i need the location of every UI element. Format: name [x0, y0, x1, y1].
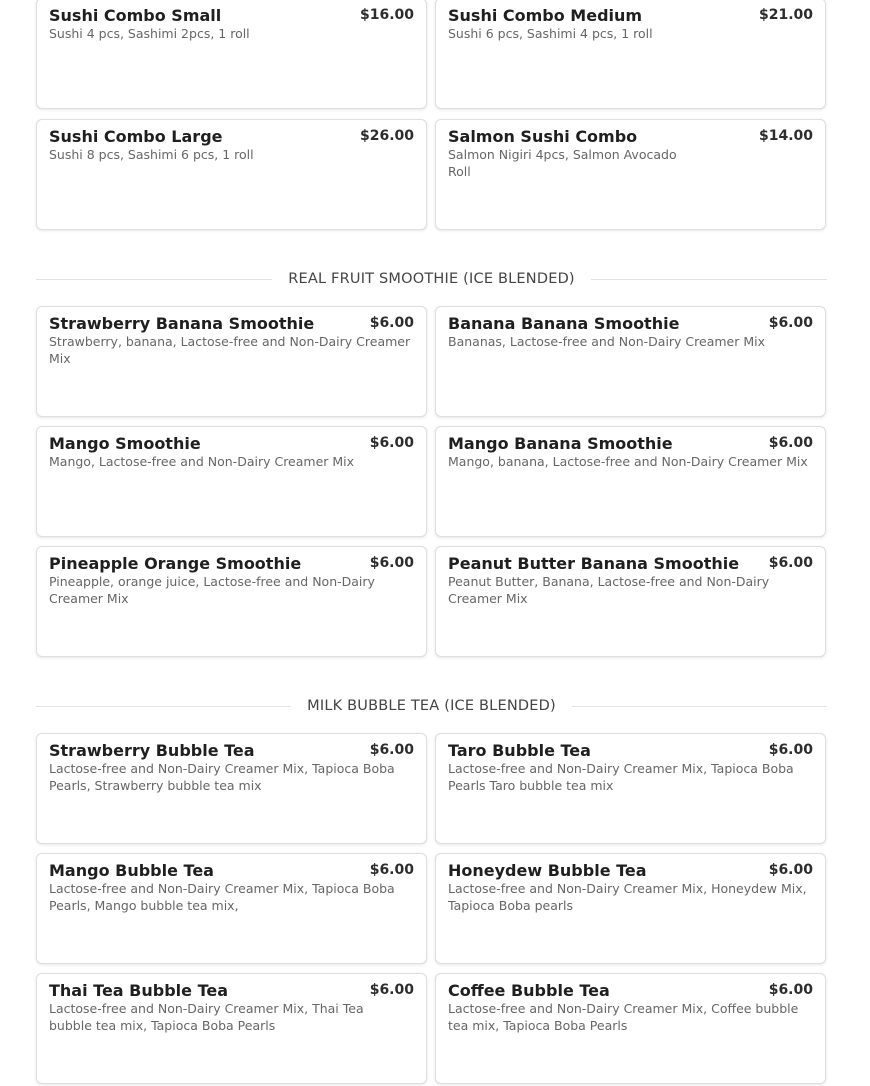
- menu-item-card[interactable]: [435, 733, 826, 844]
- menu-item-price: $6.00: [369, 982, 414, 998]
- divider: [572, 706, 827, 707]
- menu-item-name: Banana Banana Smoothie: [448, 314, 680, 333]
- divider: [591, 279, 827, 280]
- menu-item-price: $6.00: [369, 435, 414, 451]
- menu-item-name: Strawberry Banana Smoothie: [49, 314, 315, 333]
- menu-item-name: Mango Smoothie: [49, 434, 201, 453]
- menu-item-price: $6.00: [768, 862, 813, 878]
- menu-item-price: $6.00: [369, 742, 414, 758]
- menu-item-description: Bananas, Lactose-free and Non-Dairy Creamer Mix: [448, 334, 766, 349]
- menu-item-card[interactable]: [36, 853, 427, 964]
- menu-item-description: Lactose-free and Non-Dairy Creamer Mix, Tapioca Boba Pearls Taro bubble tea mix: [448, 761, 794, 793]
- menu-item-card[interactable]: [36, 0, 427, 109]
- menu-item-description: Lactose-free and Non-Dairy Creamer Mix, Honeydew Mix, Tapioca Boba pearls: [448, 881, 807, 913]
- section-title: MILK BUBBLE TEA (ICE BLENDED): [307, 698, 556, 714]
- menu-item-name: Sushi Combo Large: [49, 127, 223, 146]
- menu-item-description: Lactose-free and Non-Dairy Creamer Mix, Tapioca Boba Pearls, Mango bubble tea mix,: [49, 881, 395, 913]
- menu-item-card[interactable]: [435, 0, 826, 109]
- menu-item-description: Sushi 4 pcs, Sashimi 2pcs, 1 roll: [49, 26, 250, 41]
- divider: [36, 706, 291, 707]
- menu-item-description: Lactose-free and Non-Dairy Creamer Mix, Thai Tea bubble tea mix, Tapioca Boba Pearls: [49, 1001, 364, 1033]
- menu-item-price: $6.00: [369, 862, 414, 878]
- menu-item-card[interactable]: [36, 119, 427, 230]
- divider: [36, 279, 272, 280]
- menu-item-price: $6.00: [369, 555, 414, 571]
- menu-item-name: Salmon Sushi Combo: [448, 127, 638, 146]
- menu-item-name: Coffee Bubble Tea: [448, 981, 610, 1000]
- menu-item-name: Taro Bubble Tea: [448, 741, 591, 760]
- menu-item-description: Mango, Lactose-free and Non-Dairy Creamer Mix: [49, 454, 355, 469]
- section-title: REAL FRUIT SMOOTHIE (ICE BLENDED): [288, 271, 575, 287]
- menu-item-description: Salmon Nigiri 4pcs, Salmon Avocado Roll: [448, 147, 677, 179]
- menu-item-description: Lactose-free and Non-Dairy Creamer Mix, Coffee bubble tea mix, Tapioca Boba Pearls: [448, 1001, 799, 1033]
- menu-item-price: $6.00: [768, 435, 813, 451]
- menu-item-description: Pineapple, orange juice, Lactose-free and Non-Dairy Creamer Mix: [49, 574, 375, 606]
- menu-item-card[interactable]: [435, 426, 826, 537]
- section-header-bubble-tea: [36, 694, 827, 718]
- section-header-smoothie: [36, 267, 827, 291]
- menu-item-price: $6.00: [369, 315, 414, 331]
- menu-item-price: $21.00: [758, 7, 813, 23]
- menu-item-description: Mango, banana, Lactose-free and Non-Dairy Creamer Mix: [448, 454, 808, 469]
- menu-item-card[interactable]: [36, 733, 427, 844]
- menu-item-description: Lactose-free and Non-Dairy Creamer Mix, Tapioca Boba Pearls, Strawberry bubble tea mix: [49, 761, 395, 793]
- menu-item-card[interactable]: [435, 306, 826, 417]
- menu-item-name: Mango Banana Smoothie: [448, 434, 673, 453]
- menu-item-name: Pineapple Orange Smoothie: [49, 554, 302, 573]
- menu-item-price: $6.00: [768, 315, 813, 331]
- menu-item-name: Mango Bubble Tea: [49, 861, 214, 880]
- menu-item-price: $16.00: [359, 7, 414, 23]
- menu-item-card[interactable]: [36, 306, 427, 417]
- menu-item-name: Sushi Combo Medium: [448, 6, 643, 25]
- menu-item-price: $6.00: [768, 742, 813, 758]
- menu-item-price: $26.00: [359, 128, 414, 144]
- menu-item-description: Peanut Butter, Banana, Lactose-free and Non-Dairy Creamer Mix: [448, 574, 770, 606]
- menu-item-card[interactable]: [435, 119, 826, 230]
- menu-item-name: Peanut Butter Banana Smoothie: [448, 554, 740, 573]
- menu-item-price: $6.00: [768, 555, 813, 571]
- menu-item-name: Sushi Combo Small: [49, 6, 222, 25]
- menu-item-card[interactable]: [36, 426, 427, 537]
- menu-item-price: $14.00: [758, 128, 813, 144]
- menu-item-description: Sushi 6 pcs, Sashimi 4 pcs, 1 roll: [448, 26, 653, 41]
- menu-item-name: Thai Tea Bubble Tea: [49, 981, 228, 1000]
- menu-item-description: Strawberry, banana, Lactose-free and Non-Dairy Creamer Mix: [49, 334, 411, 366]
- menu-item-name: Strawberry Bubble Tea: [49, 741, 255, 760]
- menu-item-card[interactable]: [435, 546, 826, 657]
- menu-item-card[interactable]: [435, 973, 826, 1084]
- menu-item-name: Honeydew Bubble Tea: [448, 861, 647, 880]
- menu-item-description: Sushi 8 pcs, Sashimi 6 pcs, 1 roll: [49, 147, 254, 162]
- menu-item-card[interactable]: [36, 546, 427, 657]
- menu-item-card[interactable]: [435, 853, 826, 964]
- menu-item-price: $6.00: [768, 982, 813, 998]
- menu-item-card[interactable]: [36, 973, 427, 1084]
